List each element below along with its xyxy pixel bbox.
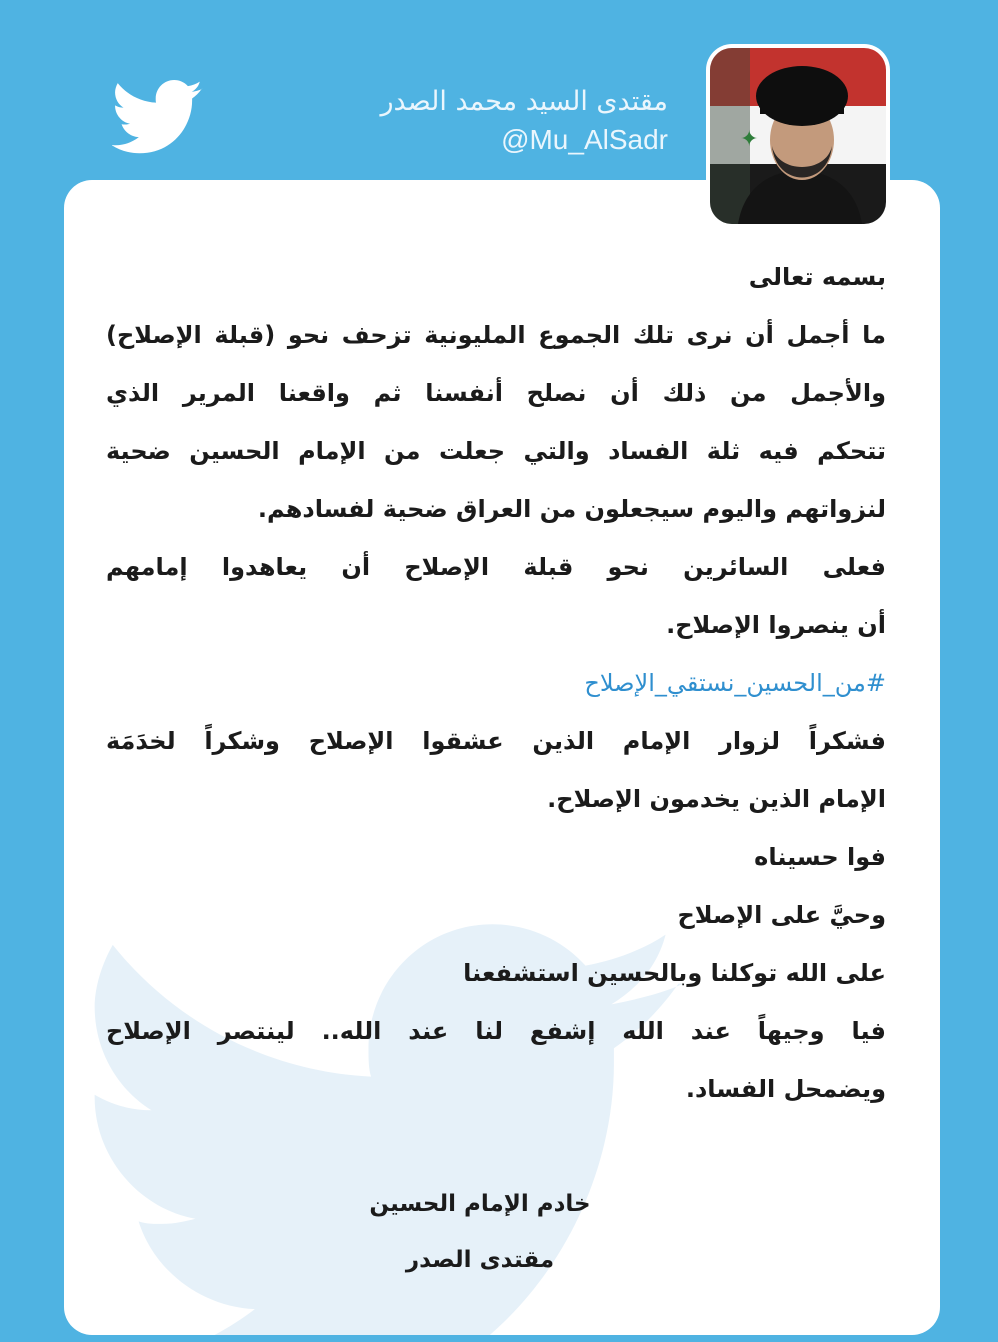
text-line: وحيَّ على الإصلاح (677, 901, 886, 929)
text-line: أن ينصروا الإصلاح. (666, 611, 886, 639)
text-line: والأجمل من ذلك أن نصلح أنفسنا ثم واقعنا المرير الذي (106, 379, 886, 407)
account-handle[interactable]: @Mu_AlSadr (501, 124, 668, 155)
signature-title: خادم الإمام الحسين (369, 1191, 591, 1217)
svg-text:✦: ✦ (740, 127, 759, 152)
text-line: الإمام الذين يخدمون الإصلاح. (547, 785, 886, 813)
text-line: لنزواتهم واليوم سيجعلون من العراق ضحية لفسادهم. (257, 495, 886, 523)
text-line: بسمه تعالى (748, 263, 886, 291)
text-line: ما أجمل أن نرى تلك الجموع المليونية تزحف نحو (قبلة الإصلاح) (106, 321, 886, 349)
profile-photo (710, 48, 886, 224)
text-line: فشكراً لزوار الإمام الذين عشقوا الإصلاح وشكراً لخدَمَة (106, 727, 886, 755)
tweet-text (106, 248, 886, 1118)
twitter-bird-icon (112, 78, 204, 158)
text-line: فوا حسيناه (754, 843, 886, 871)
signature-name: مقتدى الصدر (405, 1247, 555, 1273)
text-line: فعلى السائرين نحو قبلة الإصلاح أن يعاهدوا إمامهم (106, 553, 886, 581)
text-line: على الله توكلنا وبالحسين استشفعنا (463, 959, 886, 987)
hashtag-link[interactable]: #من_الحسين_نستقي_الإصلاح (584, 669, 886, 697)
account-info (381, 84, 668, 158)
display-name: مقتدى السيد محمد الصدر (380, 86, 668, 117)
avatar[interactable] (706, 44, 890, 228)
text-line: فيا وجيهاً عند الله إشفع لنا عند الله.. لينتصر الإصلاح (106, 1017, 886, 1045)
signature (300, 1176, 660, 1288)
text-line: تتحكم فيه ثلة الفساد والتي جعلت من الإمام الحسين ضحية (106, 437, 886, 465)
text-line: ويضمحل الفساد. (685, 1075, 886, 1103)
